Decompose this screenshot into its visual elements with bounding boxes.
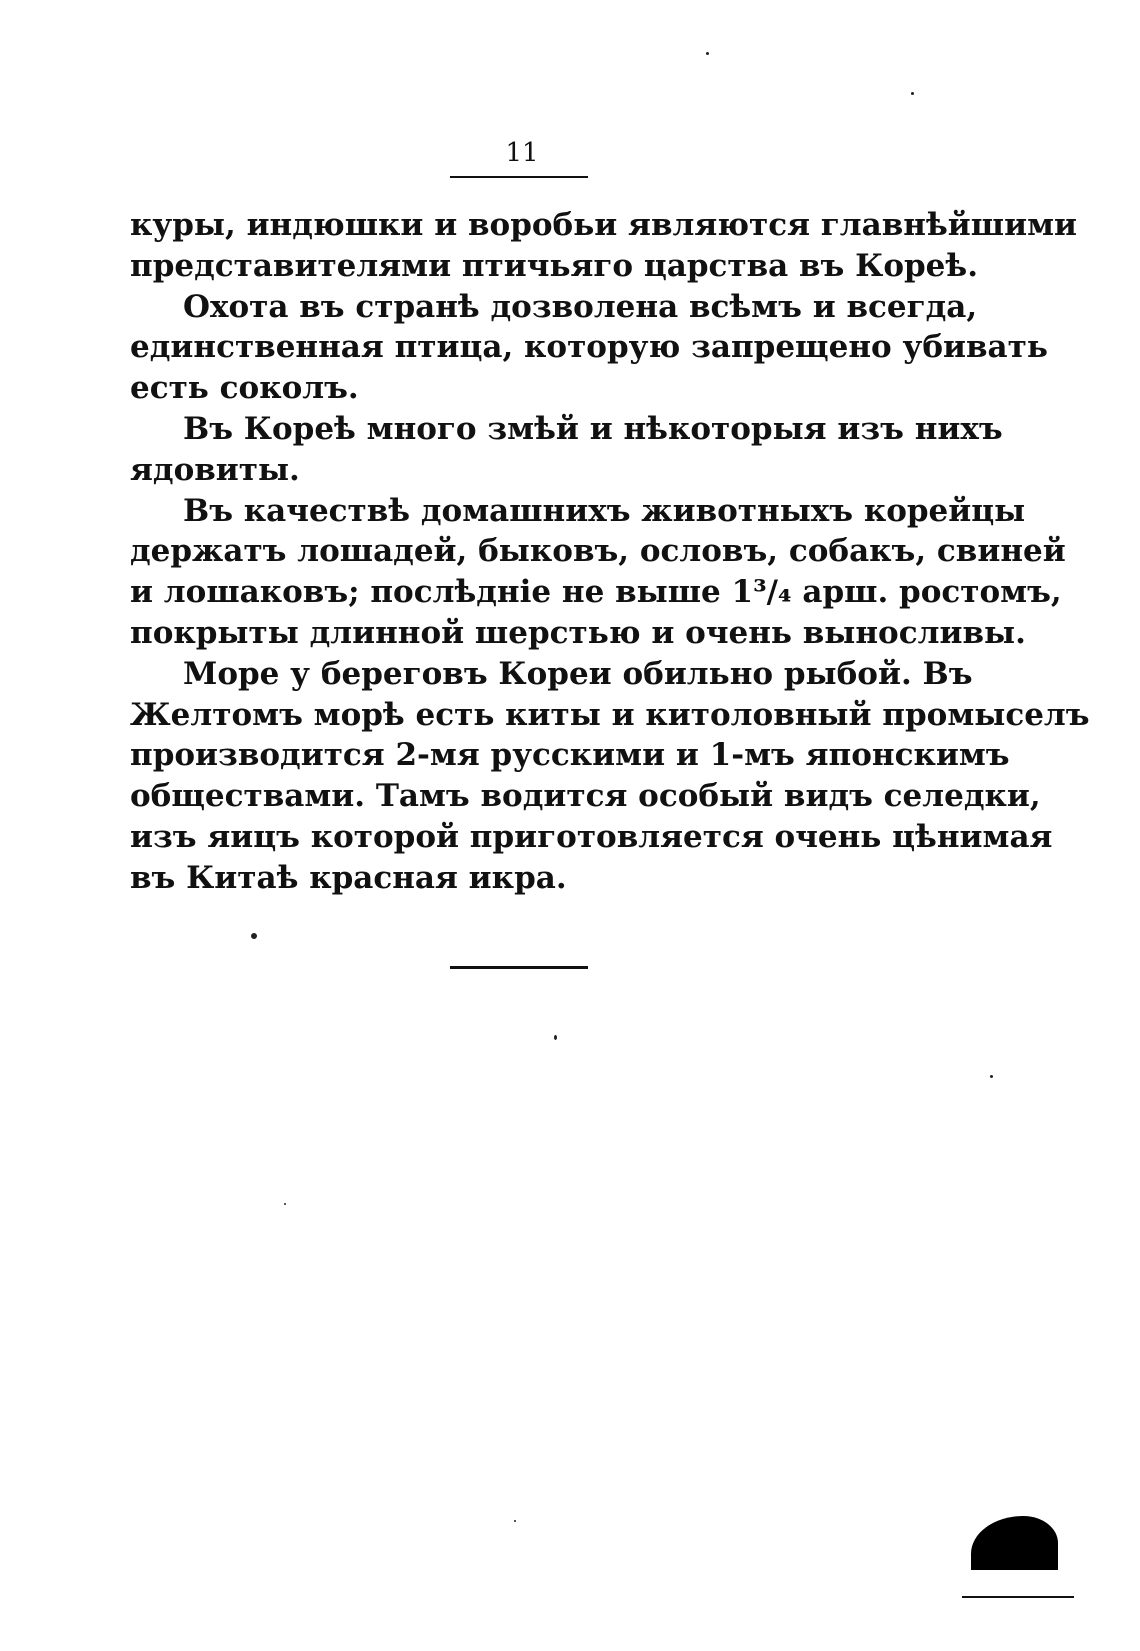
text-line: есть соколъ. (130, 370, 359, 407)
scan-speck (990, 1075, 993, 1078)
header-rule (450, 176, 588, 178)
scan-speck (706, 52, 709, 55)
bottom-rule (962, 1596, 1074, 1598)
section-end-rule (450, 966, 588, 969)
paragraph-4 (130, 491, 1066, 654)
text-line: Въ Кореѣ много змѣй и нѣкоторыя изъ нихъ (183, 410, 1003, 447)
paragraph-3 (130, 409, 1003, 491)
text-line: единственная птица, которую запрещено убивать (130, 329, 1048, 366)
body-text (130, 205, 1090, 899)
text-line: представителями птичьяго царства въ Кореѣ. (130, 247, 978, 284)
page-number: 11 (505, 138, 539, 168)
text-line: покрыты длинной шерстью и очень выносливы. (130, 614, 1026, 651)
text-line: обществами. Тамъ водится особый видъ селедки, (130, 778, 1041, 815)
scan-speck (554, 1035, 557, 1040)
paragraph-1 (130, 205, 1077, 287)
scan-speck (911, 92, 914, 95)
paragraph-2 (130, 287, 1048, 409)
text-line: ядовиты. (130, 451, 300, 488)
text-line: и лошаковъ; послѣдніе не выше 1³/₄ арш. ростомъ, (130, 574, 1062, 611)
text-line: Охота въ странѣ дозволена всѣмъ и всегда, (183, 288, 978, 325)
ink-blot (971, 1516, 1058, 1570)
text-line: производится 2-мя русскими и 1-мъ японскимъ (130, 737, 1010, 774)
text-line: изъ яицъ которой приготовляется очень цѣнимая (130, 818, 1053, 855)
scan-speck (514, 1520, 516, 1522)
text-line: Въ качествѣ домашнихъ животныхъ корейцы (183, 492, 1026, 529)
text-line: въ Китаѣ красная икра. (130, 859, 567, 896)
text-line: держатъ лошадей, быковъ, ословъ, собакъ, свиней (130, 533, 1066, 570)
text-line: Море у береговъ Кореи обильно рыбой. Въ (183, 655, 973, 692)
scan-speck (251, 933, 257, 939)
text-line: Желтомъ морѣ есть киты и китоловный промыселъ (130, 696, 1090, 733)
text-line: куры, индюшки и воробьи являются главнѣйшими (130, 207, 1077, 243)
scan-speck (284, 1203, 286, 1205)
paragraph-5 (130, 654, 1090, 899)
